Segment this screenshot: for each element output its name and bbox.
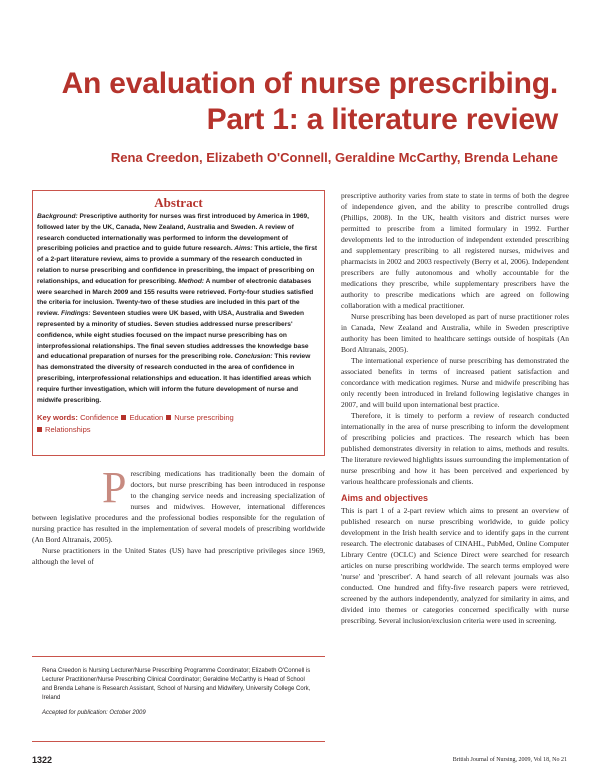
accepted-date: Accepted for publication: October 2009 — [42, 710, 146, 716]
body-paragraph: Therefore, it is timely to perform a review of research conducted internationally in the area of nurse prescribing to inform the development of prescribing policies and practices. The research which has been published demonstrates diversity in relation to aims, methods and results. The literature reviewed highlights issues surrounding the implementation of nurse prescribing and how it has been perceived and experienced by various healthcare professionals and clients. — [341, 411, 569, 486]
section-heading-aims: Aims and objectives — [341, 493, 429, 503]
title-line-1: An evaluation of nurse prescribing. — [61, 67, 558, 100]
body-column-1 — [32, 463, 325, 567]
keyword: Nurse prescribing — [174, 413, 234, 423]
body-paragraph — [32, 463, 325, 545]
conclusion-text: This review has demonstrated the diversity of research conducted in the area of confidence in prescribing, interprofessional relationships and education. It has identified areas which require further investigation, which will inform the future development of nurse and midwife prescribing. — [37, 353, 312, 404]
author-affiliations: Rena Creedon is Nursing Lecturer/Nurse Prescribing Programme Coordinator; Elizabeth O'Connell is Lecturer Practitioner/Nurse Prescribing Clinical Coordinator; Geraldine McCarthy is Head of School and Brenda Lehane is Research Assistant, School of Nursing and Midwifery, University College Cork, Ireland — [42, 668, 311, 701]
bullet-square-icon — [166, 415, 171, 420]
paragraph-text: rescribing medications has traditionally been the domain of doctors, but nurse prescribing has been introduced in response to the changing service needs and increasing specialization of nurses and midwives. However, international differences between legislative procedures and the professional bodies responsible for the regulation of nursing practice has resulted in the implementation of several models of prescribing worldwide (An Bord Altranais, 2005). — [32, 469, 325, 544]
title-line-2: Part 1: a literature review — [206, 103, 558, 136]
bullet-square-icon — [37, 427, 42, 432]
method-label: Method: — [176, 277, 205, 285]
abstract-heading: Abstract — [154, 195, 203, 210]
body-column-2 — [341, 190, 569, 626]
findings-label: Findings: — [59, 310, 91, 318]
abstract-text — [37, 212, 320, 406]
page-number: 1322 — [32, 755, 53, 765]
body-paragraph: This is part 1 of a 2-part review which aims to present an overview of published research on nurse prescribing worldwide, to guide policy development in the Irish health service and to identify gaps in the current research. The electronic databases of CINAHL, PubMed, Online Computer Library Centre (OCLC) and Science Direct were searched for research articles on nurse prescribing worldwide. The search terms employed were 'nurse' and 'prescriber'. A hand search of all relevant journals was also conducted. One hundred and fifty-five research papers were retrieved, screened by the authors independently, analyzed for similarity in aims, and divided into themes or categories concerned specifically with nurse prescribing. Several inclusion/exclusion criteria were used in screening. — [341, 506, 569, 625]
keywords — [37, 412, 320, 436]
background-label: Background: — [37, 213, 78, 220]
aims-label: Aims: — [232, 245, 253, 253]
abstract-box — [32, 190, 325, 456]
keywords-label: Key words: — [37, 413, 78, 423]
author-notes — [32, 656, 325, 742]
background-text: Prescriptive authority for nurses was first introduced by America in 1969, followed later by the UK, Canada, New Zealand, Australia and Sweden. A review of research conducted internationally was performed to inform the development of prescribing policies and practice and to guide future research. — [37, 213, 310, 253]
journal-citation: British Journal of Nursing, 2009, Vol 18, No 21 — [452, 757, 567, 763]
conclusion-label: Conclusion: — [232, 353, 273, 361]
article-title — [18, 66, 558, 138]
drop-cap: P — [102, 463, 127, 512]
keyword: Confidence — [80, 413, 119, 423]
findings-text: Seventeen studies were UK based, with USA, Australia and Sweden represented by a minority of studies. Seven studies addressed nurse prescribers' confidence, while eight studies focused on the impact nurse prescribing has on interprofessional relationships. The final seven studies addresses the knowledge base and educational preparation of nurses for the prescribing role. — [37, 310, 309, 361]
body-paragraph: Nurse practitioners in the United States (US) have had prescriptive privileges since 1969, although the level of — [32, 546, 325, 566]
keyword: Relationships — [45, 425, 91, 435]
method-text: A number of electronic databases were searched in March 2009 and 155 results were retrieved. Forty-four studies satisfied the criteria for inclusion. Twenty-two of these studies are included in this part of the review. — [37, 277, 314, 318]
body-paragraph: Nurse prescribing has been developed as part of nurse practitioner roles in Canada, New Zealand and Australia, while in Sweden prescriptive authority has been limited to healthcare settings outside of hospitals (An Bord Altranais, 2005). — [341, 312, 569, 354]
bullet-square-icon — [121, 415, 126, 420]
author-list: Rena Creedon, Elizabeth O'Connell, Geraldine McCarthy, Brenda Lehane — [110, 150, 558, 165]
keyword: Education — [129, 413, 164, 423]
aims-text: This article, the first of a 2-part literature review, aims to provide a summary of the research conducted in relation to nurse prescribing and confidence in prescribing, the impact of prescribing on relationships, and education for prescribing. — [37, 245, 318, 285]
body-paragraph: The international experience of nurse prescribing has demonstrated the associated benefits in terms of increased patient satisfaction and concordance with medication regimes. Nurse and midwife prescribing has only recently been introduced in Ireland following legislative changes in 2007, and will build upon international best practice. — [341, 356, 569, 409]
body-paragraph: prescriptive authority varies from state to state in terms of both the degree of independence given, and the ability to prescribe controlled drugs (Phillips, 2008). In the UK, health visitors and district nurses were permitted to prescribe from a limited formulary in 1992. Further developments led to the introduction of independent extended prescribing and supplementary prescribing to all registered nurses, midwives and pharmacists in 2002 and 2003 respectively (Berry et al, 2006). Independent prescribers are fully autonomous and wholly accountable for the medications they prescribe, while supplementary prescribers have the authority to prescribe medications which are agreed on following collaboration with a medical practitioner. — [341, 191, 569, 310]
